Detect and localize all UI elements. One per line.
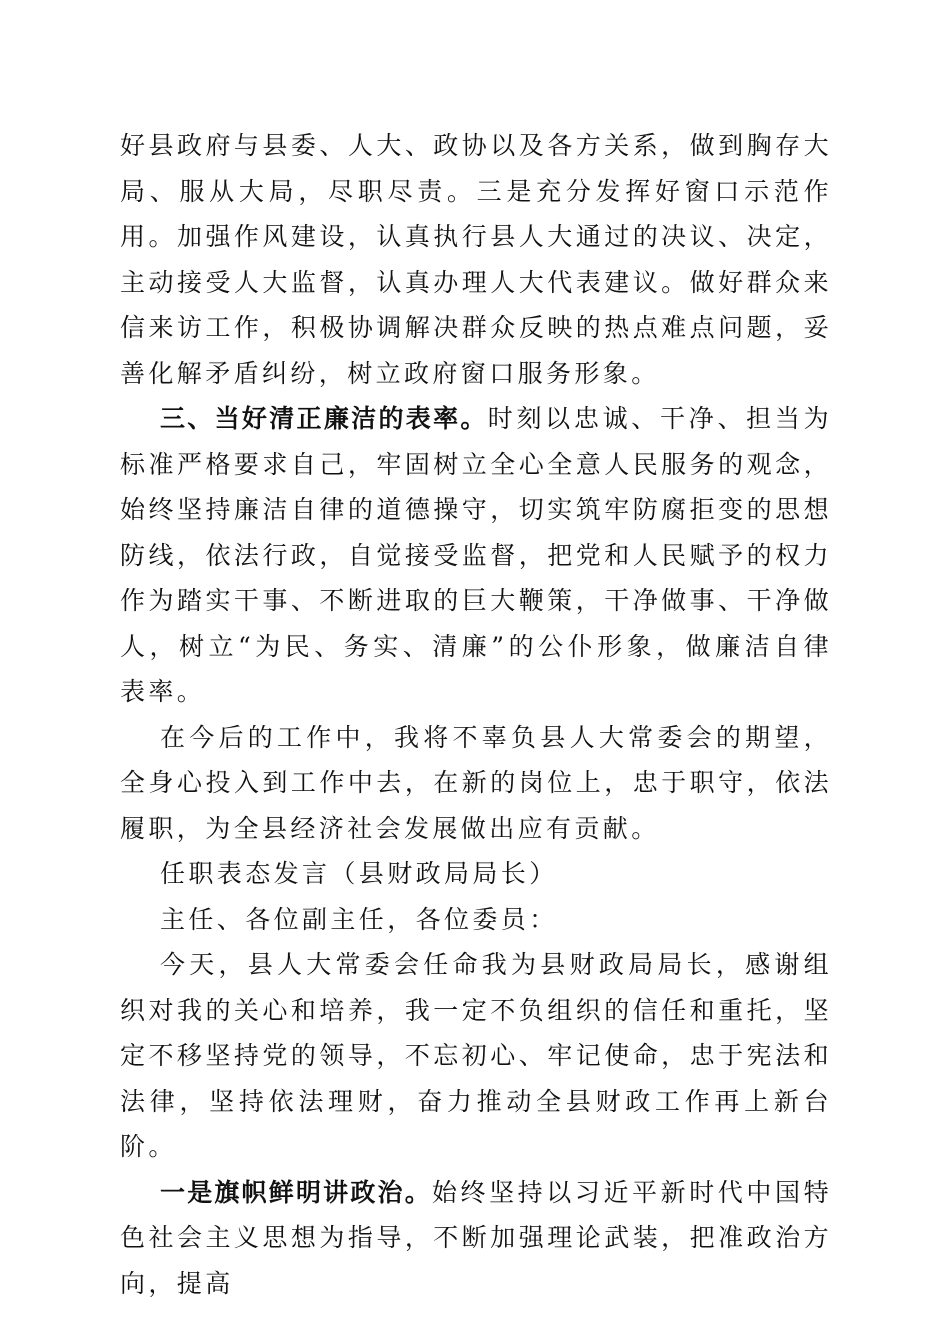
paragraph-7 [120, 1170, 832, 1307]
paragraph-1-text: 好县政府与县委、人大、政协以及各方关系，做到胸存大局、服从大局，尽职尽责。三是充分发挥好窗口示范作用。加强作风建设，认真执行县人大通过的决议、决定，主动接受人大监督，认真办理人大代表建议。做好群众来信来访工作，积极协调解决群众反映的热点难点问题，妥善化解矛盾纠纷，树立政府窗口服务形象。 [120, 131, 832, 388]
document-body [120, 123, 832, 1306]
speech-title-text: 任职表态发言（县财政局局长） [160, 859, 558, 888]
salutation [120, 897, 832, 943]
paragraph-7-text: 始终坚持以习近平新时代中国特色社会主义思想为指导，不断加强理论武装，把准政治方向，提高 [120, 1177, 832, 1298]
paragraph-1 [120, 123, 832, 396]
salutation-text: 主任、各位副主任，各位委员： [160, 904, 558, 934]
paragraph-2-text: 时刻以忠诚、干净、担当为标准严格要求自己，牢固树立全心全意人民服务的观念，始终坚持廉洁自律的道德操守，切实筑牢防腐拒变的思想防线，依法行政，自觉接受监督，把党和人民赋予的权力作为踏实干事、不断进取的巨大鞭策，干净做事、干净做人，树立“为民、务实、清廉”的公仆形象，做廉洁自律表率。 [120, 404, 832, 706]
paragraph-2 [120, 396, 832, 715]
paragraph-6-text: 今天，县人大常委会任命我为县财政局局长，感谢组织对我的关心和培养，我一定不负组织的信任和重托，坚定不移坚持党的领导，不忘初心、牢记使命，忠于宪法和法律，坚持依法理财，奋力推动全县财政工作再上新台阶。 [120, 950, 832, 1161]
section-heading-3: 三、当好清正廉洁的表率。 [160, 404, 488, 433]
point-heading-1: 一是旗帜鲜明讲政治。 [160, 1177, 432, 1207]
paragraph-3-text: 在今后的工作中，我将不辜负县人大常委会的期望，全身心投入到工作中去，在新的岗位上，忠于职守，依法履职，为全县经济社会发展做出应有贡献。 [120, 722, 832, 843]
paragraph-3 [120, 715, 832, 852]
speech-title [120, 851, 832, 897]
paragraph-6 [120, 942, 832, 1170]
